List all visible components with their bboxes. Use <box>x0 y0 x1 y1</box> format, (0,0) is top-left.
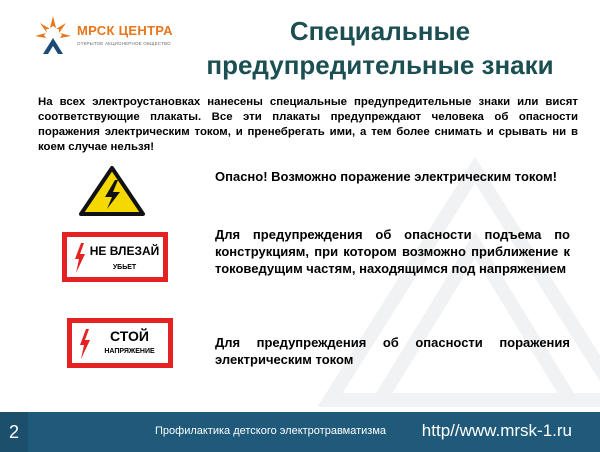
plate-sub-text: УБЬЕТ <box>112 264 137 271</box>
page-number: 2 <box>0 412 28 452</box>
plate-main-text: НЕ ВЛЕЗАЙ <box>89 244 160 258</box>
footer-url-link[interactable]: http//www.mrsk-1.ru <box>421 421 572 440</box>
slide-title: Специальные предупредительные знаки <box>206 16 554 80</box>
logo-subtitle: ОТКРЫТОЕ АКЦИОНЕРНОЕ ОБЩЕСТВО <box>77 41 171 46</box>
high-voltage-triangle-icon <box>78 165 146 217</box>
sign-description: Опасно! Возможно поражение электрическим током! <box>215 169 557 184</box>
footer-title: Профилактика детского электротравматизма <box>155 425 387 437</box>
warning-plate-stoi <box>67 318 173 368</box>
footer-bar <box>0 412 600 452</box>
company-logo <box>33 14 173 62</box>
background-decoration <box>310 150 600 420</box>
lightning-bolt-icon <box>77 328 93 360</box>
sign-description: Для предупреждения об опасности подъема по конструкциям, при котором возможно приближение к токоведущим частям, находящимся под напряжением <box>215 227 570 276</box>
lightning-bolt-icon <box>72 242 88 274</box>
plate-main-text: СТОЙ <box>110 328 149 344</box>
intro-paragraph: На всех электроустановках нанесены специальные предупредительные знаки или висят соответствующие плакаты. Все эти плакаты предупреждают человека об опасности поражения электрическим током, и пренебрегать ими, а тем более снимать и срывать ни в коем случае нельзя! <box>38 96 578 153</box>
plate-sub-text: НАПРЯЖЕНИЕ <box>104 348 155 355</box>
logo-name: МРСК ЦЕНТРА <box>77 23 173 38</box>
sign-description: Для предупреждения об опасности поражения электрическим током <box>215 335 570 367</box>
warning-plate-ne-vlezai <box>62 232 168 282</box>
logo-emblem-icon <box>33 14 73 58</box>
